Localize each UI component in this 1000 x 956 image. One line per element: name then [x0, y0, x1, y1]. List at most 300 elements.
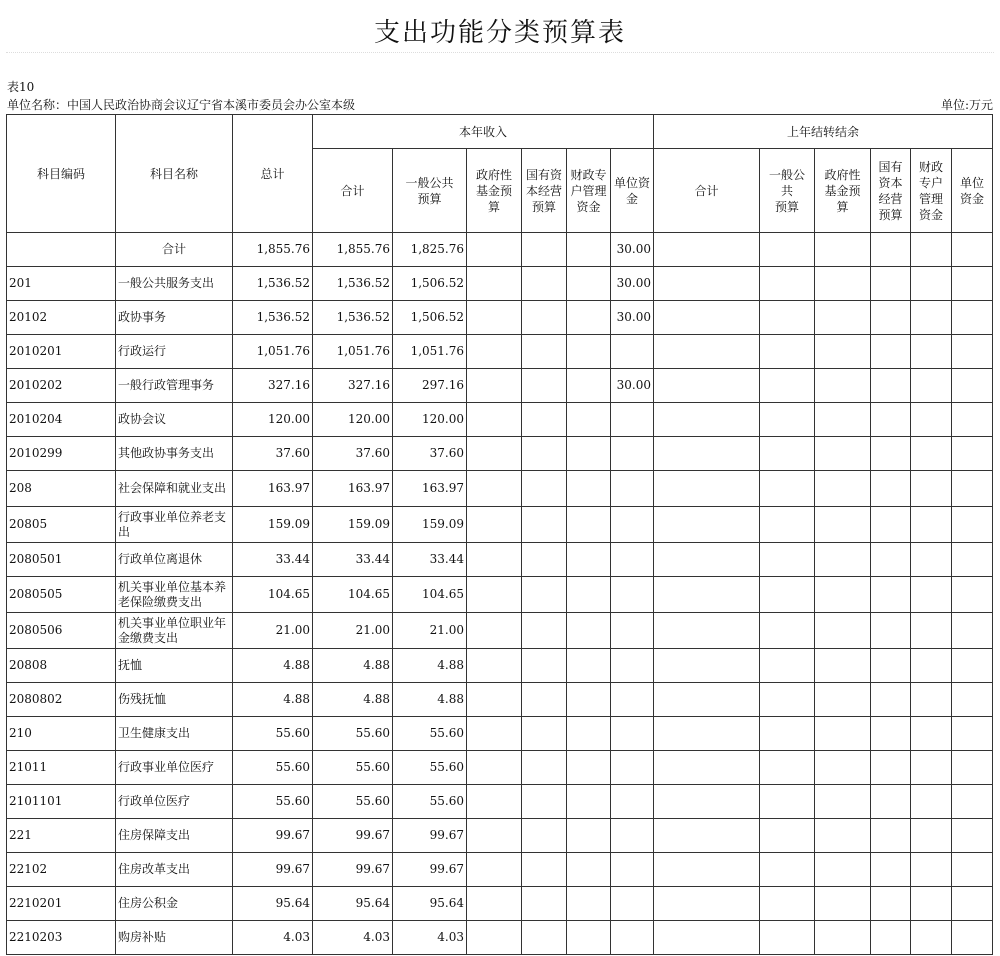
cell-prev-general	[760, 437, 815, 471]
table-row	[7, 683, 993, 717]
cell-prev-total	[654, 649, 760, 683]
cell-cur-general: 99.67	[393, 819, 467, 853]
cell-cur-general: 1,051.76	[393, 335, 467, 369]
cell-cur-state-capital	[522, 921, 567, 955]
subject-code: 2080505	[7, 577, 116, 613]
cell-prev-total	[654, 577, 760, 613]
cell-cur-gov-fund	[467, 717, 522, 751]
cell-prev-general	[760, 507, 815, 543]
cell-prev-state-capital	[871, 921, 911, 955]
cell-cur-gov-fund	[467, 683, 522, 717]
cell-prev-gov-fund	[815, 683, 871, 717]
cell-prev-state-capital	[871, 649, 911, 683]
header-cur-total: 合计	[313, 149, 393, 233]
page-title: 支出功能分类预算表	[373, 18, 626, 48]
cell-cur-fiscal-special	[567, 369, 611, 403]
cell-cur-fiscal-special	[567, 887, 611, 921]
cell-cur-fiscal-special	[567, 649, 611, 683]
cell-cur-unit-fund	[611, 683, 654, 717]
cell-prev-unit-fund	[952, 853, 993, 887]
cell-cur-fiscal-special	[567, 403, 611, 437]
header-prior-carryover: 上年结转结余	[654, 115, 993, 149]
subject-name: 抚恤	[116, 649, 233, 683]
cell-total: 33.44	[233, 543, 313, 577]
header-cur-fiscal-special: 财政专 户管理 资金	[567, 149, 611, 233]
subject-code: 2080506	[7, 613, 116, 649]
cell-prev-gov-fund	[815, 369, 871, 403]
cell-cur-unit-fund	[611, 613, 654, 649]
cell-cur-state-capital	[522, 369, 567, 403]
subject-name: 机关事业单位职业年金缴费支出	[116, 613, 233, 649]
cell-cur-unit-fund	[611, 507, 654, 543]
cell-cur-state-capital	[522, 233, 567, 267]
cell-prev-general	[760, 613, 815, 649]
subject-name: 政协会议	[116, 403, 233, 437]
cell-total: 99.67	[233, 853, 313, 887]
table-row	[7, 301, 993, 335]
subject-name: 社会保障和就业支出	[116, 471, 233, 507]
subject-name: 其他政协事务支出	[116, 437, 233, 471]
subject-code: 21011	[7, 751, 116, 785]
cell-cur-total: 1,051.76	[313, 335, 393, 369]
table-row	[7, 403, 993, 437]
cell-prev-total	[654, 887, 760, 921]
budget-table	[6, 114, 993, 955]
cell-total: 55.60	[233, 751, 313, 785]
cell-cur-general: 4.88	[393, 683, 467, 717]
cell-prev-state-capital	[871, 301, 911, 335]
cell-total: 120.00	[233, 403, 313, 437]
cell-cur-state-capital	[522, 471, 567, 507]
cell-prev-gov-fund	[815, 233, 871, 267]
cell-cur-state-capital	[522, 853, 567, 887]
cell-prev-unit-fund	[952, 267, 993, 301]
cell-prev-fiscal-special	[911, 507, 952, 543]
subject-code: 2101101	[7, 785, 116, 819]
table-row	[7, 369, 993, 403]
cell-prev-state-capital	[871, 717, 911, 751]
cell-cur-fiscal-special	[567, 921, 611, 955]
cell-cur-fiscal-special	[567, 613, 611, 649]
header-cur-state-capital: 国有资 本经营 预算	[522, 149, 567, 233]
cell-prev-general	[760, 649, 815, 683]
cell-prev-unit-fund	[952, 921, 993, 955]
subject-code: 208	[7, 471, 116, 507]
subject-code: 22102	[7, 853, 116, 887]
subject-code: 20808	[7, 649, 116, 683]
cell-cur-total: 163.97	[313, 471, 393, 507]
cell-cur-unit-fund	[611, 471, 654, 507]
cell-prev-gov-fund	[815, 543, 871, 577]
cell-cur-general: 4.88	[393, 649, 467, 683]
cell-prev-unit-fund	[952, 577, 993, 613]
cell-prev-unit-fund	[952, 335, 993, 369]
cell-total: 95.64	[233, 887, 313, 921]
cell-prev-unit-fund	[952, 471, 993, 507]
cell-total: 163.97	[233, 471, 313, 507]
cell-prev-fiscal-special	[911, 887, 952, 921]
cell-cur-gov-fund	[467, 233, 522, 267]
cell-cur-gov-fund	[467, 369, 522, 403]
cell-prev-total	[654, 233, 760, 267]
cell-prev-general	[760, 543, 815, 577]
cell-cur-total: 327.16	[313, 369, 393, 403]
cell-prev-general	[760, 267, 815, 301]
subject-code: 2010204	[7, 403, 116, 437]
table-row	[7, 649, 993, 683]
cell-prev-fiscal-special	[911, 403, 952, 437]
cell-prev-general	[760, 717, 815, 751]
cell-cur-gov-fund	[467, 543, 522, 577]
cell-prev-total	[654, 683, 760, 717]
header-current-year: 本年收入	[313, 115, 654, 149]
cell-prev-fiscal-special	[911, 233, 952, 267]
cell-total: 4.03	[233, 921, 313, 955]
subject-code: 20102	[7, 301, 116, 335]
cell-cur-gov-fund	[467, 507, 522, 543]
cell-prev-general	[760, 751, 815, 785]
cell-prev-state-capital	[871, 437, 911, 471]
subject-code: 2010202	[7, 369, 116, 403]
cell-cur-general: 1,825.76	[393, 233, 467, 267]
cell-prev-general	[760, 683, 815, 717]
cell-prev-unit-fund	[952, 543, 993, 577]
cell-cur-total: 104.65	[313, 577, 393, 613]
cell-cur-unit-fund	[611, 403, 654, 437]
cell-cur-fiscal-special	[567, 471, 611, 507]
cell-cur-state-capital	[522, 649, 567, 683]
cell-prev-gov-fund	[815, 267, 871, 301]
cell-cur-total: 120.00	[313, 403, 393, 437]
table-number: 表10	[7, 80, 35, 94]
cell-cur-gov-fund	[467, 403, 522, 437]
cell-prev-general	[760, 921, 815, 955]
cell-total: 55.60	[233, 717, 313, 751]
header-prev-fiscal-special: 财政 专户 管理 资金	[911, 149, 952, 233]
cell-prev-state-capital	[871, 887, 911, 921]
title-divider	[6, 52, 994, 53]
cell-cur-general: 37.60	[393, 437, 467, 471]
cell-prev-total	[654, 301, 760, 335]
cell-prev-fiscal-special	[911, 751, 952, 785]
cell-prev-unit-fund	[952, 369, 993, 403]
cell-prev-general	[760, 301, 815, 335]
cell-total: 104.65	[233, 577, 313, 613]
cell-cur-gov-fund	[467, 471, 522, 507]
cell-cur-gov-fund	[467, 921, 522, 955]
header-total: 总计	[233, 115, 313, 233]
table-row	[7, 887, 993, 921]
cell-prev-state-capital	[871, 819, 911, 853]
cell-prev-fiscal-special	[911, 301, 952, 335]
cell-prev-state-capital	[871, 335, 911, 369]
table-row	[7, 717, 993, 751]
cell-prev-total	[654, 369, 760, 403]
table-row	[7, 853, 993, 887]
cell-cur-general: 55.60	[393, 717, 467, 751]
header-prev-total: 合计	[654, 149, 760, 233]
cell-prev-unit-fund	[952, 717, 993, 751]
cell-cur-total: 21.00	[313, 613, 393, 649]
cell-prev-general	[760, 471, 815, 507]
cell-cur-gov-fund	[467, 577, 522, 613]
cell-cur-general: 120.00	[393, 403, 467, 437]
cell-cur-state-capital	[522, 543, 567, 577]
cell-cur-general: 1,506.52	[393, 301, 467, 335]
cell-total: 4.88	[233, 649, 313, 683]
cell-prev-fiscal-special	[911, 437, 952, 471]
subject-name: 合计	[116, 233, 233, 267]
subject-name: 行政运行	[116, 335, 233, 369]
cell-cur-fiscal-special	[567, 543, 611, 577]
subject-name: 伤残抚恤	[116, 683, 233, 717]
cell-cur-total: 55.60	[313, 751, 393, 785]
cell-prev-general	[760, 819, 815, 853]
cell-cur-fiscal-special	[567, 751, 611, 785]
cell-cur-gov-fund	[467, 819, 522, 853]
cell-cur-fiscal-special	[567, 267, 611, 301]
subject-code: 2080501	[7, 543, 116, 577]
cell-cur-fiscal-special	[567, 683, 611, 717]
cell-cur-general: 159.09	[393, 507, 467, 543]
cell-prev-total	[654, 437, 760, 471]
subject-code: 221	[7, 819, 116, 853]
cell-cur-general: 4.03	[393, 921, 467, 955]
cell-total: 55.60	[233, 785, 313, 819]
cell-cur-unit-fund	[611, 717, 654, 751]
subject-code: 2010299	[7, 437, 116, 471]
cell-prev-unit-fund	[952, 507, 993, 543]
cell-cur-gov-fund	[467, 335, 522, 369]
cell-cur-state-capital	[522, 887, 567, 921]
cell-cur-total: 33.44	[313, 543, 393, 577]
cell-prev-gov-fund	[815, 819, 871, 853]
cell-prev-total	[654, 613, 760, 649]
cell-cur-fiscal-special	[567, 335, 611, 369]
table-row	[7, 785, 993, 819]
table-row	[7, 267, 993, 301]
cell-prev-general	[760, 785, 815, 819]
cell-prev-general	[760, 403, 815, 437]
cell-prev-total	[654, 819, 760, 853]
cell-prev-unit-fund	[952, 437, 993, 471]
cell-prev-gov-fund	[815, 751, 871, 785]
cell-prev-total	[654, 921, 760, 955]
cell-prev-state-capital	[871, 577, 911, 613]
cell-cur-state-capital	[522, 437, 567, 471]
cell-cur-general: 55.60	[393, 785, 467, 819]
budget-table-body	[7, 233, 993, 955]
cell-cur-unit-fund	[611, 785, 654, 819]
subject-code: 210	[7, 717, 116, 751]
cell-prev-fiscal-special	[911, 335, 952, 369]
cell-prev-unit-fund	[952, 301, 993, 335]
header-prev-general: 一般公 共 预算	[760, 149, 815, 233]
cell-prev-total	[654, 853, 760, 887]
subject-name: 住房改革支出	[116, 853, 233, 887]
subject-name: 一般行政管理事务	[116, 369, 233, 403]
cell-prev-total	[654, 403, 760, 437]
cell-cur-gov-fund	[467, 649, 522, 683]
cell-cur-gov-fund	[467, 613, 522, 649]
cell-cur-gov-fund	[467, 887, 522, 921]
cell-prev-gov-fund	[815, 577, 871, 613]
cell-prev-gov-fund	[815, 507, 871, 543]
cell-prev-state-capital	[871, 403, 911, 437]
header-prev-gov-fund: 政府性 基金预 算	[815, 149, 871, 233]
cell-prev-total	[654, 751, 760, 785]
cell-cur-fiscal-special	[567, 785, 611, 819]
cell-prev-unit-fund	[952, 683, 993, 717]
cell-cur-state-capital	[522, 335, 567, 369]
cell-prev-gov-fund	[815, 717, 871, 751]
subject-code: 2080802	[7, 683, 116, 717]
cell-prev-gov-fund	[815, 437, 871, 471]
cell-cur-unit-fund	[611, 335, 654, 369]
cell-cur-general: 99.67	[393, 853, 467, 887]
header-cur-unit-fund: 单位资 金	[611, 149, 654, 233]
subject-code: 2210203	[7, 921, 116, 955]
cell-prev-state-capital	[871, 471, 911, 507]
cell-prev-state-capital	[871, 233, 911, 267]
cell-cur-fiscal-special	[567, 437, 611, 471]
cell-cur-state-capital	[522, 403, 567, 437]
cell-prev-gov-fund	[815, 921, 871, 955]
cell-cur-total: 55.60	[313, 785, 393, 819]
cell-prev-gov-fund	[815, 649, 871, 683]
table-row	[7, 921, 993, 955]
cell-prev-state-capital	[871, 613, 911, 649]
subject-code	[7, 233, 116, 267]
cell-cur-total: 159.09	[313, 507, 393, 543]
cell-cur-total: 99.67	[313, 853, 393, 887]
cell-cur-gov-fund	[467, 853, 522, 887]
cell-prev-unit-fund	[952, 819, 993, 853]
cell-prev-total	[654, 267, 760, 301]
cell-prev-unit-fund	[952, 403, 993, 437]
subject-code: 2010201	[7, 335, 116, 369]
cell-prev-unit-fund	[952, 751, 993, 785]
table-row	[7, 507, 993, 543]
cell-total: 327.16	[233, 369, 313, 403]
cell-prev-total	[654, 335, 760, 369]
cell-cur-state-capital	[522, 785, 567, 819]
cell-total: 1,051.76	[233, 335, 313, 369]
cell-cur-fiscal-special	[567, 301, 611, 335]
subject-name: 机关事业单位基本养老保险缴费支出	[116, 577, 233, 613]
cell-cur-unit-fund	[611, 887, 654, 921]
cell-total: 1,536.52	[233, 267, 313, 301]
cell-cur-state-capital	[522, 267, 567, 301]
cell-prev-fiscal-special	[911, 369, 952, 403]
cell-total: 4.88	[233, 683, 313, 717]
cell-cur-unit-fund: 30.00	[611, 233, 654, 267]
cell-cur-unit-fund	[611, 437, 654, 471]
cell-cur-general: 21.00	[393, 613, 467, 649]
header-cur-gov-fund: 政府性 基金预 算	[467, 149, 522, 233]
table-row	[7, 613, 993, 649]
cell-prev-state-capital	[871, 543, 911, 577]
table-row	[7, 819, 993, 853]
cell-cur-general: 163.97	[393, 471, 467, 507]
cell-cur-state-capital	[522, 613, 567, 649]
cell-cur-state-capital	[522, 507, 567, 543]
cell-cur-state-capital	[522, 819, 567, 853]
cell-cur-total: 4.88	[313, 649, 393, 683]
cell-prev-gov-fund	[815, 403, 871, 437]
subject-name: 住房保障支出	[116, 819, 233, 853]
table-row	[7, 437, 993, 471]
cell-cur-total: 4.88	[313, 683, 393, 717]
cell-prev-total	[654, 471, 760, 507]
cell-prev-state-capital	[871, 507, 911, 543]
cell-prev-fiscal-special	[911, 471, 952, 507]
cell-cur-unit-fund	[611, 649, 654, 683]
subject-name: 政协事务	[116, 301, 233, 335]
cell-prev-unit-fund	[952, 613, 993, 649]
cell-cur-total: 4.03	[313, 921, 393, 955]
cell-cur-unit-fund	[611, 543, 654, 577]
header-prev-state-capital: 国有 资本 经营 预算	[871, 149, 911, 233]
subject-name: 行政单位医疗	[116, 785, 233, 819]
cell-cur-state-capital	[522, 577, 567, 613]
cell-prev-fiscal-special	[911, 613, 952, 649]
cell-cur-general: 1,506.52	[393, 267, 467, 301]
subject-code: 201	[7, 267, 116, 301]
cell-cur-state-capital	[522, 751, 567, 785]
subject-code: 20805	[7, 507, 116, 543]
cell-cur-unit-fund	[611, 853, 654, 887]
cell-prev-general	[760, 335, 815, 369]
cell-prev-fiscal-special	[911, 921, 952, 955]
cell-prev-gov-fund	[815, 301, 871, 335]
table-row	[7, 577, 993, 613]
cell-prev-fiscal-special	[911, 853, 952, 887]
cell-cur-fiscal-special	[567, 717, 611, 751]
cell-prev-fiscal-special	[911, 577, 952, 613]
header-code: 科目编码	[7, 115, 116, 233]
cell-prev-total	[654, 507, 760, 543]
subject-code: 2210201	[7, 887, 116, 921]
header-name: 科目名称	[116, 115, 233, 233]
cell-cur-unit-fund	[611, 577, 654, 613]
cell-cur-unit-fund	[611, 819, 654, 853]
cell-prev-unit-fund	[952, 233, 993, 267]
header-cur-general: 一般公共 预算	[393, 149, 467, 233]
subject-name: 行政事业单位医疗	[116, 751, 233, 785]
cell-cur-total: 1,855.76	[313, 233, 393, 267]
cell-total: 37.60	[233, 437, 313, 471]
subject-name: 行政事业单位养老支出	[116, 507, 233, 543]
subject-name: 购房补贴	[116, 921, 233, 955]
cell-prev-state-capital	[871, 683, 911, 717]
cell-prev-fiscal-special	[911, 785, 952, 819]
cell-cur-gov-fund	[467, 751, 522, 785]
cell-prev-state-capital	[871, 369, 911, 403]
cell-cur-total: 1,536.52	[313, 301, 393, 335]
cell-cur-state-capital	[522, 301, 567, 335]
cell-cur-total: 37.60	[313, 437, 393, 471]
unit-name: 单位名称：中国人民政治协商会议辽宁省本溪市委员会办公室本级	[7, 98, 356, 112]
cell-cur-unit-fund: 30.00	[611, 267, 654, 301]
cell-prev-fiscal-special	[911, 717, 952, 751]
cell-cur-fiscal-special	[567, 233, 611, 267]
cell-total: 1,855.76	[233, 233, 313, 267]
cell-cur-state-capital	[522, 683, 567, 717]
cell-cur-general: 95.64	[393, 887, 467, 921]
cell-prev-general	[760, 887, 815, 921]
subject-name: 一般公共服务支出	[116, 267, 233, 301]
